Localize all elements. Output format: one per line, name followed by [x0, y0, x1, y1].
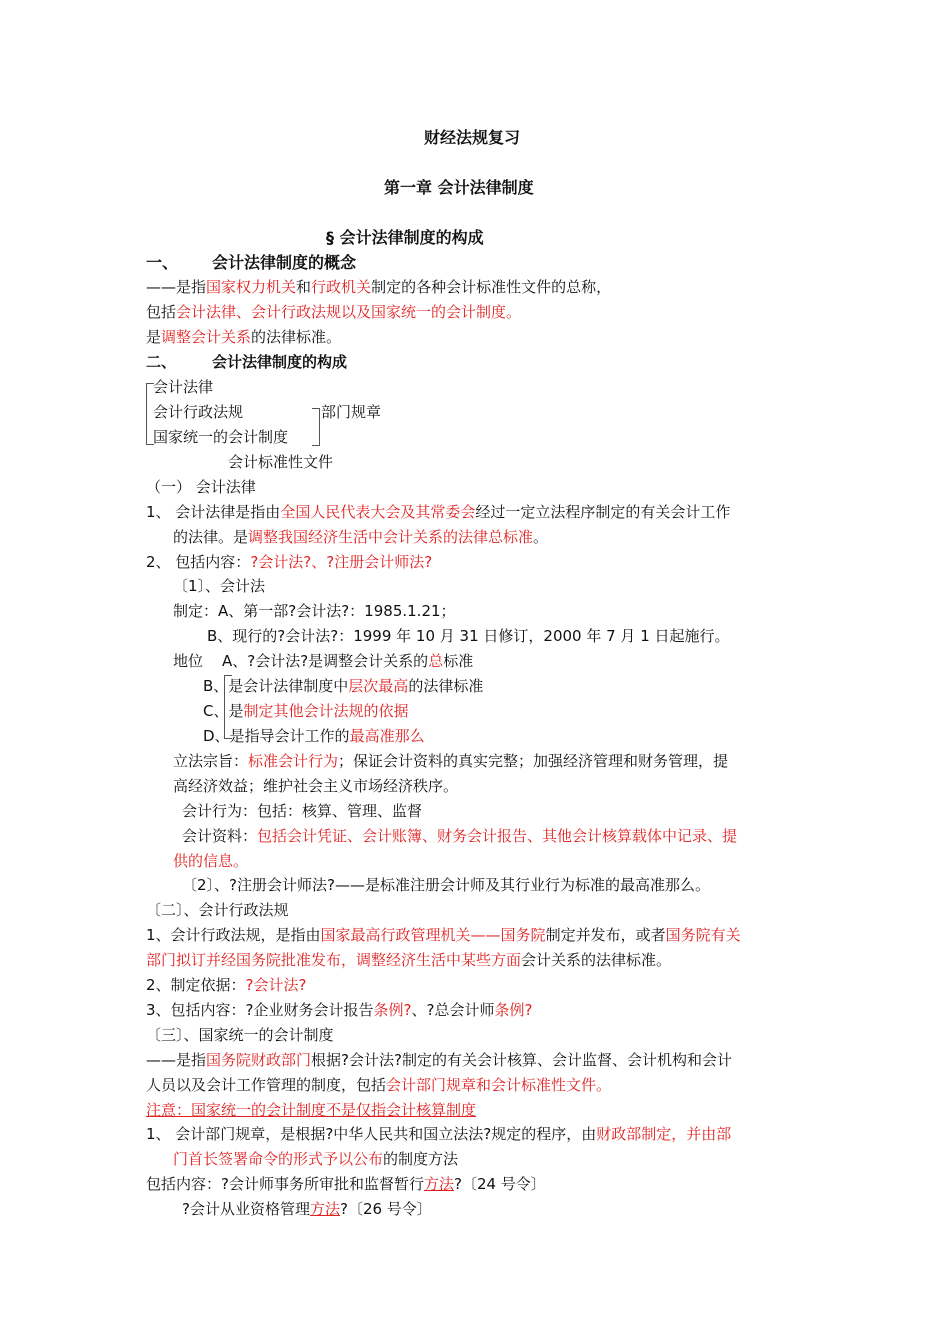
struct-admin: 会计行政法规 [153, 403, 244, 421]
chapter-title: 第一章 会计法律制度 [384, 178, 534, 197]
zongzhi-2: 高经济效益；维护社会主义市场经济秩序。 [173, 777, 459, 795]
include-1: 包括内容：?会计师事务所审批和监督暂行方法?〔24 号令〕 [146, 1175, 546, 1193]
heading-2 [146, 352, 348, 372]
zhiding-1: 制定：A、第一部?会计法?：1985.1.21； [173, 602, 456, 620]
admin-1b: 部门拟订并经国务院批准发布，调整经济生活中某些方面会计关系的法律标准。 [146, 951, 672, 969]
heading-num: 二、 [146, 353, 177, 371]
para-1b: 的法律。是调整我国经济生活中会计关系的法律总标准。 [173, 528, 549, 546]
subheading-2: 〔二〕、会计行政法规 [146, 901, 289, 919]
subheading-1: （一） 会计法律 [146, 478, 256, 496]
unified-1b: 人员以及会计工作管理的制度，包括会计部门规章和会计标准性文件。 [146, 1076, 612, 1094]
para-2: 2、 包括内容：?会计法?、?注册会计师法? [146, 553, 433, 571]
zhiding-2: B、现行的?会计法?：1999 年 10 月 31 日修订，2000 年 7 月 1 日起施行。 [207, 627, 730, 645]
heading-text: 会计法律制度的概念 [212, 253, 357, 272]
struct-law: 会计法律 [153, 378, 214, 396]
para-2b: 〔2〕、?注册会计师法?——是标准注册会计师及其行业行为标准的最高准那么。 [182, 876, 710, 894]
struct-std: 会计标准性文件 [228, 453, 334, 471]
struct-dept: 部门规章 [321, 403, 382, 421]
diwei-label: 地位 [173, 652, 204, 670]
heading-text: 会计法律制度的构成 [212, 353, 348, 371]
diwei-b: B、是会计法律制度中层次最高的法律标准 [203, 677, 484, 695]
definition-line-2: 包括会计法律、会计行政法规以及国家统一的会计制度。 [146, 303, 522, 321]
admin-3: 3、包括内容：?企业财务会计报告条例?、?总会计师条例? [146, 1001, 533, 1019]
diwei-d: D、是指导会计工作的最高准那么 [203, 727, 425, 745]
unified-1a: ——是指国务院财政部门根据?会计法?制定的有关会计核算、会计监督、会计机构和会计 [146, 1051, 732, 1069]
heading-num: 一、 [146, 253, 179, 272]
para-2a: 〔1〕、会计法 [173, 577, 266, 595]
definition-line-3: 是调整会计关系的法律标准。 [146, 328, 342, 346]
ziliao-2: 供的信息。 [173, 852, 249, 870]
rule-1b: 门首长签署命令的形式予以公布的制度方法 [173, 1150, 459, 1168]
rule-1a: 1、 会计部门规章，是根据?中华人民共和国立法法?规定的程序，由财政部制定，并由部 [146, 1125, 732, 1143]
admin-2: 2、制定依据：?会计法? [146, 976, 307, 994]
include-2: ?会计从业资格管理方法?〔26 号令〕 [182, 1200, 432, 1218]
right-brace [312, 408, 320, 446]
heading-1 [146, 253, 357, 273]
subheading-3: 〔三〕、国家统一的会计制度 [146, 1026, 334, 1044]
diwei-a: A、?会计法?是调整会计关系的总标准 [222, 652, 474, 670]
section-title: § 会计法律制度的构成 [326, 228, 484, 247]
xingwei: 会计行为：包括：核算、管理、监督 [182, 802, 423, 820]
diwei-c: C、是制定其他会计法规的依据 [203, 702, 409, 720]
ziliao-1: 会计资料：包括会计凭证、会计账簿、财务会计报告、其他会计核算载体中记录、提 [182, 827, 738, 845]
note-line: 注意：国家统一的会计制度不是仅指会计核算制度 [146, 1101, 477, 1119]
admin-1a: 1、会计行政法规，是指由国家最高行政管理机关——国务院制定并发布，或者国务院有关 [146, 926, 741, 944]
struct-unified: 国家统一的会计制度 [153, 428, 289, 446]
doc-title: 财经法规复习 [424, 128, 521, 147]
para-1a: 1、 会计法律是指由全国人民代表大会及其常委会经过一定立法程序制定的有关会计工作 [146, 503, 731, 521]
definition-line-1: ——是指国家权力机关和行政机关制定的各种会计标准性文件的总称， [146, 278, 612, 296]
zongzhi-1: 立法宗旨：标准会计行为；保证会计资料的真实完整；加强经济管理和财务管理，提 [173, 752, 729, 770]
